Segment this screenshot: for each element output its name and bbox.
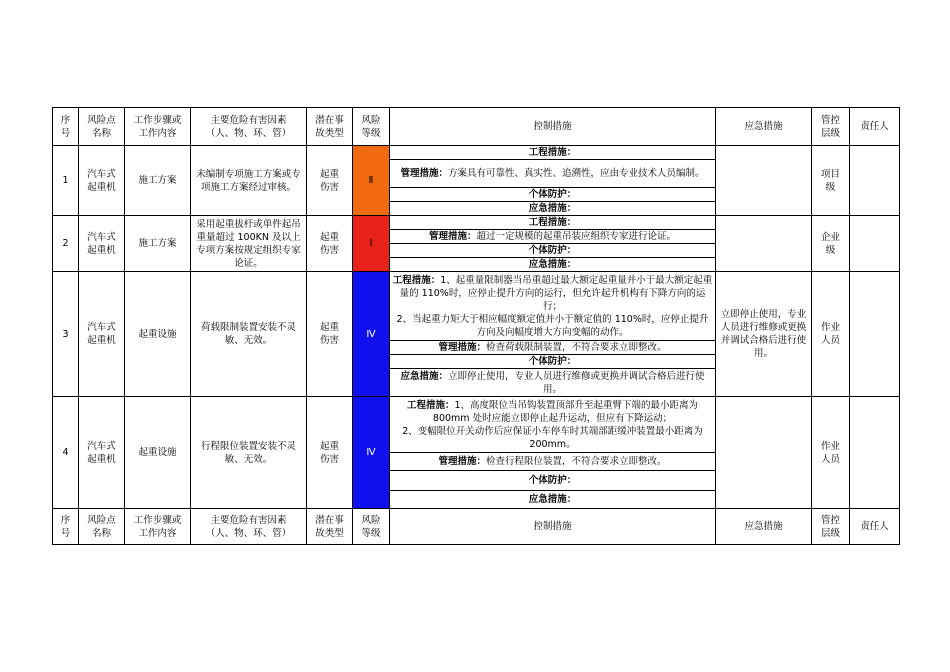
management-text: 检查荷载限制装置，不符合要求立即整改。 [486,342,667,353]
header-risk-point: 风险点 名称 [79,108,125,146]
table-row [53,272,900,341]
row-emergency: 立即停止使用，专业人员进行维修或更换并调试合格后进行使用。 [716,272,812,397]
header-row-bottom [53,509,900,545]
row-steps: 起重设施 [125,397,191,509]
row-mgmt-level: 作业 人员 [812,397,850,509]
engineering-text: 1、起重量限制器当吊重超过最大额定起重量并小于最大额定起重量的 110%时，应停止提升方向的运行，但允许起升机构有下降方向的运行； 2、当起重力矩大于相应幅度额定值并小于额定值的 110%时，应停止提升方向及向幅度增大方向变幅的动作。 [396,274,713,338]
management-text: 方案具有可靠性、真实性、追溯性，应由专业技术人员编制。 [448,168,705,179]
engineering-measure [390,272,716,341]
header-mgmt-level: 管控 层级 [812,108,850,146]
header-no: 序 号 [53,108,79,146]
management-label: 管理措施： [438,456,486,467]
row-emergency [716,216,812,272]
emergency-label: 应急措施： [400,370,448,382]
ppe-measure [390,355,716,369]
header-control: 控制措施 [390,108,716,146]
row-accident: 起重 伤害 [307,216,353,272]
engineering-measure [390,216,716,230]
management-label: 管理措施： [400,168,448,179]
header-mgmt-level: 管控 层级 [812,509,850,545]
header-emergency: 应急措施 [716,108,812,146]
header-steps: 工作步骤或 工作内容 [125,108,191,146]
emergency-measure [390,491,716,509]
management-text: 检查行程限位装置，不符合要求立即整改。 [486,456,667,467]
risk-level-badge: Ⅳ [353,272,390,397]
row-hazard: 采用起重拔杆或单件起吊重量超过 100KN 及以上专项方案按规定组织专家论证。 [191,216,307,272]
row-owner [850,272,900,397]
row-no: 4 [53,397,79,509]
row-hazard: 行程限位装置安装不灵敏、无效。 [191,397,307,509]
row-hazard: 荷载限制装置安装不灵敏、无效。 [191,272,307,397]
row-owner [850,216,900,272]
header-level: 风险 等级 [353,108,390,146]
row-risk-point: 汽车式 起重机 [79,272,125,397]
header-emergency: 应急措施 [716,509,812,545]
row-owner [850,146,900,216]
header-control: 控制措施 [390,509,716,545]
row-mgmt-level: 企业 级 [812,216,850,272]
header-hazards: 主要危险有害因素 （人、物、环、管） [191,108,307,146]
ppe-label: 个体防护： [528,245,577,256]
emergency-label: 应急措施： [528,203,577,214]
row-mgmt-level: 作业 人员 [812,272,850,397]
ppe-label: 个体防护： [528,189,577,200]
engineering-label: 工程措施： [392,274,441,286]
risk-level-badge: Ⅰ [353,216,390,272]
header-accident: 潜在事 故类型 [307,509,353,545]
row-mgmt-level: 项目 级 [812,146,850,216]
ppe-measure [390,471,716,491]
row-owner [850,397,900,509]
emergency-label: 应急措施： [528,259,577,270]
engineering-measure [390,397,716,453]
row-no: 1 [53,146,79,216]
engineering-label: 工程措施： [528,147,577,158]
emergency-measure [390,258,716,272]
header-owner: 责任人 [850,108,900,146]
row-hazard: 未编制专项施工方案或专项施工方案经过审核。 [191,146,307,216]
risk-level-badge: Ⅱ [353,146,390,216]
engineering-measure [390,146,716,160]
header-no: 序 号 [53,509,79,545]
row-risk-point: 汽车式 起重机 [79,146,125,216]
header-steps: 工作步骤或 工作内容 [125,509,191,545]
ppe-label: 个体防护： [528,356,577,367]
row-emergency [716,146,812,216]
table-row [53,397,900,453]
management-label: 管理措施： [428,231,477,242]
header-risk-point: 风险点 名称 [79,509,125,545]
header-owner: 责任人 [850,509,900,545]
table-row [53,216,900,230]
engineering-label: 工程措施： [528,217,577,228]
risk-control-table [52,107,900,545]
management-text: 超过一定规模的起重吊装应组织专家进行论证。 [476,231,677,242]
ppe-measure [390,188,716,202]
risk-level-badge: Ⅳ [353,397,390,509]
row-accident: 起重 伤害 [307,146,353,216]
emergency-text: 立即停止使用，专业人员进行维修或更换并调试合格后进行使用。 [448,370,705,395]
management-measure [390,341,716,355]
row-no: 2 [53,216,79,272]
row-emergency [716,397,812,509]
table-row [53,146,900,160]
header-accident: 潜在事 故类型 [307,108,353,146]
row-accident: 起重 伤害 [307,397,353,509]
emergency-measure [390,202,716,216]
row-risk-point: 汽车式 起重机 [79,216,125,272]
row-steps: 施工方案 [125,146,191,216]
row-no: 3 [53,272,79,397]
row-accident: 起重 伤害 [307,272,353,397]
management-measure [390,453,716,471]
row-steps: 起重设施 [125,272,191,397]
emergency-label: 应急措施： [528,494,577,505]
management-label: 管理措施： [438,342,486,353]
header-hazards: 主要危险有害因素 （人、物、环、管） [191,509,307,545]
ppe-label: 个体防护： [528,475,577,486]
engineering-text: 1、高度限位当吊钩装置顶部升至起重臂下端的最小距离为 800mm 处时应能立即停止起升运动，但应有下降运动； 2、变幅限位开关动作后应保证小车停车时其端部距缓冲装置最小距离为 200mm。 [402,399,703,450]
management-measure [390,230,716,244]
emergency-measure [390,369,716,397]
header-level: 风险 等级 [353,509,390,545]
engineering-label: 工程措施： [406,399,455,411]
management-measure [390,160,716,188]
row-steps: 施工方案 [125,216,191,272]
ppe-measure [390,244,716,258]
row-risk-point: 汽车式 起重机 [79,397,125,509]
header-row-top [53,108,900,146]
